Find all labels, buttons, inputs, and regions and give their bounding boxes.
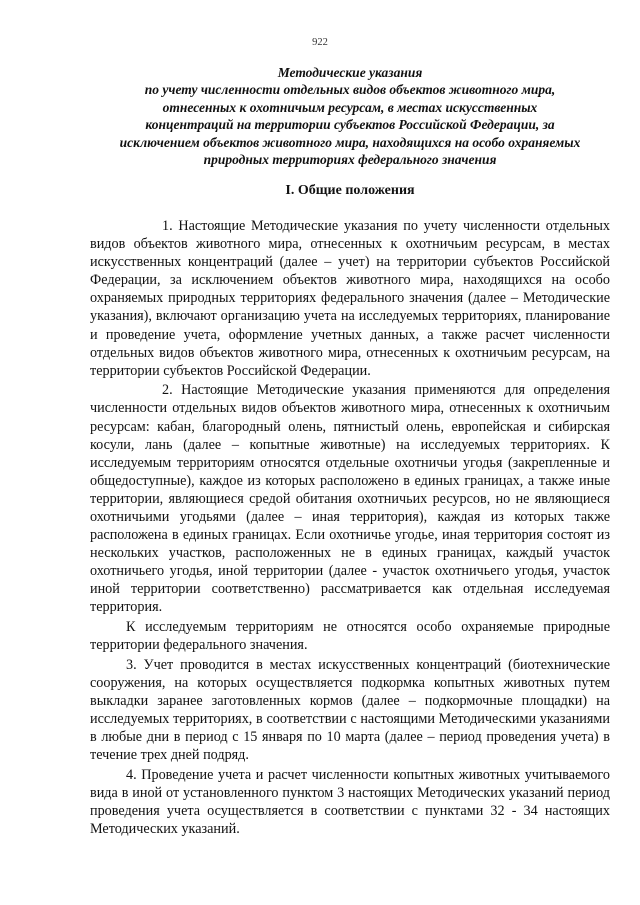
paragraph-1: 1. Настоящие Методические указания по учету численности отдельных видов объектов животного мира, отнесенных к охотничьим ресурсам, в местах искусственных концентраций (далее – учет) на территории субъектов Российской Федерации, за исключением объектов животного мира, находящихся на особо охраняемых природных территориях федерального значения (далее – Методические указания), включают организацию учета на исследуемых территориях, планирование и проведение учета, оформление учетных данных, а также расчет численности отдельных видов объектов животного мира, отнесенных к охотничьим ресурсам, на территории субъектов Российской Федерации. [90,218,610,379]
title-line: Методические указания [277,65,423,80]
document-title [88,64,612,168]
title-line: по учету численности отдельных видов объектов животного мира, [144,82,556,98]
title-line: отнесенных к охотничьим ресурсам, в местах искусственных [162,99,538,115]
document-body [90,217,610,840]
paragraph-4: 4. Проведение учета и расчет численности копытных животных учитываемого вида в иной от установленного пунктом 3 настоящих Методических указаний период проведения учета осуществляется в соответствии с пунктами 32 - 34 настоящих Методических указаний. [90,766,610,838]
paragraph-3: 3. Учет проводится в местах искусственных концентраций (биотехнические сооружения, на которых осуществляется подкормка копытных животных путем выкладки заранее заготовленных кормов (далее – подкормочные площадки) на исследуемых территориях, в соответствии с настоящими Методическими указаниями в любые дни в период с 15 января по 10 марта (далее – период проведения учета) в течение трех дней подряд. [90,656,610,764]
paragraph-2: 2. Настоящие Методические указания применяются для определения численности отдельных видов объектов животного мира, отнесенных к охотничьим ресурсам: кабан, благородный олень, пятнистый олень, европейская и сибирская косули, лань (далее – копытные животные) на исследуемых территориях. К исследуемым территориям относятся отдельные охотничьи угодья (закрепленные и общедоступные), каждое из которых расположено в единых границах, а также иные территории, являющиеся средой обитания охотничьих ресурсов, но не являющиеся охотничьими угодьями (далее – иная территория), каждая из которых также расположена в единых границах. Если охотничье угодье, иная территория состоят из нескольких участков, расположенных не в единых границах, каждый участок охотничьего угодья, иной территории (далее - участок охотничьего угодья, участок иной территории соответственно) рассматривается как отдельная исследуемая территория. [90,382,610,616]
paragraph-2-note: К исследуемым территориям не относятся особо охраняемые природные территории федерального значения. [90,619,610,654]
title-line: природных территориях федерального значения [203,152,497,168]
page-number: 922 [312,37,328,48]
title-line: исключением объектов животного мира, находящихся на особо охраняемых [119,134,581,150]
section-heading: I. Общие положения [285,183,415,198]
title-line: концентраций на территории субъектов Российской Федерации, за [145,117,555,133]
